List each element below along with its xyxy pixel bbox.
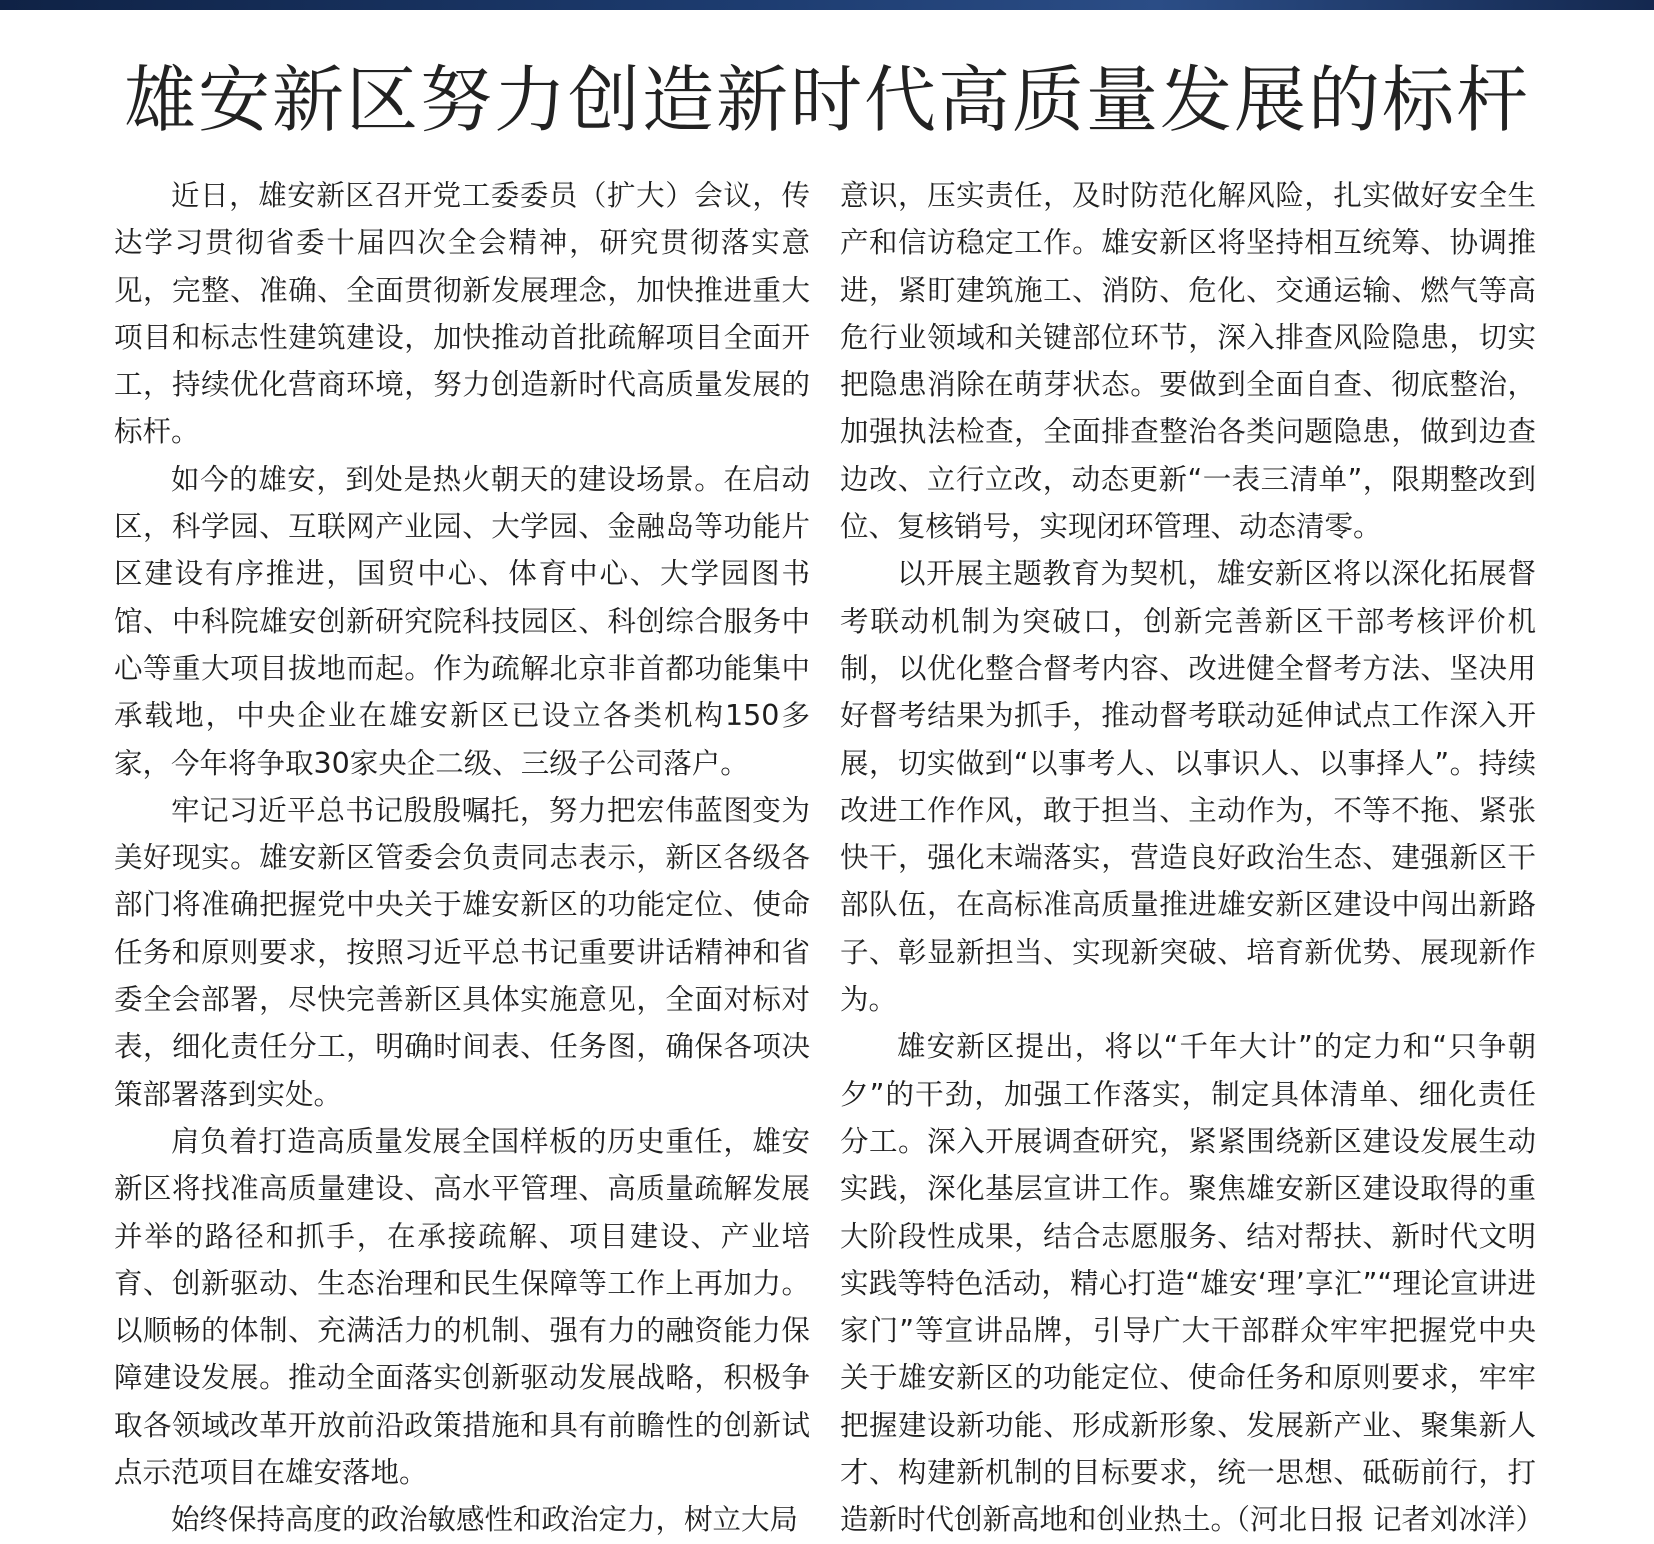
top-banner-band bbox=[0, 0, 1654, 10]
article-paragraph-continued: 意识，压实责任，及时防范化解风险，扎实做好安全生产和信访稳定工作。雄安新区将坚持相互统筹、协调推进，紧盯建筑施工、消防、危化、交通运输、燃气等高危行业领域和关键部位环节，深入排查风险隐患，切实把隐患消除在萌芽状态。要做到全面自查、彻底整治，加强执法检查，全面排查整治各类问题隐患，做到边查边改、立行立改，动态更新“一表三清单”，限期整改到位、复核销号，实现闭环管理、动态清零。 bbox=[840, 179, 1536, 544]
article-paragraph: 以开展主题教育为契机，雄安新区将以深化拓展督考联动机制为突破口，创新完善新区干部考核评价机制，以优化整合督考内容、改进健全督考方法、坚决用好督考结果为抓手，推动督考联动延伸试点工作深入开展，切实做到“以事考人、以事识人、以事择人”。持续改进工作作风，敢于担当、主动作为，不等不拖、紧张快干，强化末端落实，营造良好政治生态、建强新区干部队伍，在高标准高质量推进雄安新区建设中闯出新路子、彰显新担当、实现新突破、培育新优势、展现新作为。 bbox=[840, 557, 1536, 1017]
article-column-right bbox=[840, 172, 1544, 1544]
article-byline: （河北日报 记者刘冰洋） bbox=[1221, 1503, 1544, 1537]
article-paragraph-text: 雄安新区提出，将以“千年大计”的定力和“只争朝夕”的干劲，加强工作落实，制定具体清单、细化责任分工。深入开展调查研究，紧紧围绕新区建设发展生动实践，深化基层宣讲工作。聚焦雄安新区建设取得的重大阶段性成果，结合志愿服务、结对帮扶、新时代文明实践等特色活动，精心打造“雄安‘理’享汇”“理论宣讲进家门”等宣讲品牌，引导广大干部群众牢牢把握党中央关于雄安新区的功能定位、使命任务和原则要求，牢牢把握建设新功能、形成新形象、发展新产业、聚集新人才、构建新机制的目标要求，统一思想、砥砺前行，打造新时代创新高地和创业热土。 bbox=[840, 1030, 1536, 1537]
article-paragraph: 如今的雄安，到处是热火朝天的建设场景。在启动区，科学园、互联网产业园、大学园、金融岛等功能片区建设有序推进，国贸中心、体育中心、大学园图书馆、中科院雄安创新研究院科技园区、科创综合服务中心等重大项目拔地而起。作为疏解北京非首都功能集中承载地，中央企业在雄安新区已设立各类机构150多家，今年将争取30家央企二级、三级子公司落户。 bbox=[114, 462, 810, 780]
article-paragraph: 近日，雄安新区召开党工委委员（扩大）会议，传达学习贯彻省委十届四次全会精神，研究贯彻落实意见，完整、准确、全面贯彻新发展理念，加快推进重大项目和标志性建筑建设，加快推动首批疏解项目全面开工，持续优化营商环境，努力创造新时代高质量发展的标杆。 bbox=[114, 179, 810, 449]
article-paragraph: 肩负着打造高质量发展全国样板的历史重任，雄安新区将找准高质量建设、高水平管理、高质量疏解发展并举的路径和抓手，在承接疏解、项目建设、产业培育、创新驱动、生态治理和民生保障等工作上再加力。以顺畅的体制、充满活力的机制、强有力的融资能力保障建设发展。推动全面落实创新驱动发展战略，积极争取各领域改革开放前沿政策措施和具有前瞻性的创新试点示范项目在雄安落地。 bbox=[114, 1124, 810, 1490]
article-paragraph-last bbox=[840, 1023, 1536, 1543]
article-column-left bbox=[114, 172, 810, 1544]
article-paragraph: 始终保持高度的政治敏感性和政治定力，树立大局 bbox=[171, 1503, 799, 1537]
article-headline: 雄安新区努力创造新时代高质量发展的标杆 bbox=[123, 58, 1530, 142]
article-paragraph: 牢记习近平总书记殷殷嘱托，努力把宏伟蓝图变为美好现实。雄安新区管委会负责同志表示，新区各级各部门将准确把握党中央关于雄安新区的功能定位、使命任务和原则要求，按照习近平总书记重要讲话精神和省委全会部署，尽快完善新区具体实施意见，全面对标对表，细化责任分工，明确时间表、任务图，确保各项决策部署落到实处。 bbox=[114, 793, 810, 1111]
